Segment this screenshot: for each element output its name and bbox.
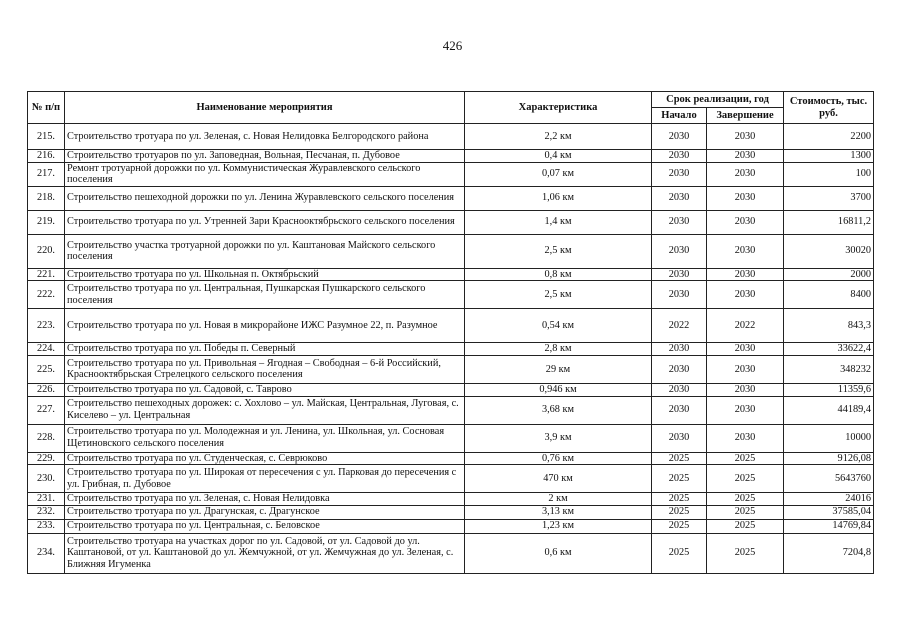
table-row	[28, 452, 874, 465]
row-end-year: 2025	[707, 505, 784, 519]
table-row	[28, 396, 874, 424]
row-end-year: 2022	[707, 309, 784, 343]
row-characteristic: 0,946 км	[465, 383, 652, 396]
row-characteristic: 470 км	[465, 465, 652, 493]
row-number: 226.	[28, 383, 65, 396]
row-end-year: 2030	[707, 424, 784, 452]
row-cost: 10000	[784, 424, 874, 452]
header-characteristic: Характеристика	[465, 92, 652, 124]
table-row	[28, 533, 874, 573]
row-start-year: 2030	[652, 124, 707, 150]
row-number: 223.	[28, 309, 65, 343]
row-end-year: 2030	[707, 281, 784, 309]
row-name: Строительство тротуара по ул. Студенческая, с. Севрюково	[65, 452, 465, 465]
row-name: Строительство тротуара по ул. Центральная, с. Беловское	[65, 519, 465, 533]
header-name: Наименование мероприятия	[65, 92, 465, 124]
row-end-year: 2030	[707, 268, 784, 281]
row-name: Ремонт тротуарной дорожки по ул. Коммунистическая Журавлевского сельского поселения	[65, 162, 465, 186]
row-characteristic: 0,4 км	[465, 150, 652, 163]
row-end-year: 2030	[707, 186, 784, 210]
header-end: Завершение	[707, 108, 784, 124]
table-row	[28, 424, 874, 452]
row-start-year: 2022	[652, 309, 707, 343]
row-end-year: 2030	[707, 150, 784, 163]
row-cost: 2000	[784, 268, 874, 281]
row-start-year: 2025	[652, 505, 707, 519]
row-end-year: 2030	[707, 343, 784, 356]
row-end-year: 2030	[707, 355, 784, 383]
row-characteristic: 2,5 км	[465, 234, 652, 268]
row-number: 219.	[28, 210, 65, 234]
row-characteristic: 0,8 км	[465, 268, 652, 281]
row-number: 221.	[28, 268, 65, 281]
header-num: № п/п	[28, 92, 65, 124]
row-end-year: 2030	[707, 124, 784, 150]
row-characteristic: 0,76 км	[465, 452, 652, 465]
row-start-year: 2025	[652, 533, 707, 573]
row-cost: 3700	[784, 186, 874, 210]
row-cost: 30020	[784, 234, 874, 268]
table-row	[28, 519, 874, 533]
table-row	[28, 234, 874, 268]
row-characteristic: 1,06 км	[465, 186, 652, 210]
row-characteristic: 0,6 км	[465, 533, 652, 573]
row-end-year: 2030	[707, 210, 784, 234]
row-cost: 843,3	[784, 309, 874, 343]
row-characteristic: 29 км	[465, 355, 652, 383]
row-characteristic: 1,23 км	[465, 519, 652, 533]
row-number: 230.	[28, 465, 65, 493]
row-cost: 24016	[784, 493, 874, 506]
row-start-year: 2030	[652, 186, 707, 210]
table-row	[28, 150, 874, 163]
row-start-year: 2030	[652, 355, 707, 383]
row-cost: 16811,2	[784, 210, 874, 234]
table-row	[28, 186, 874, 210]
row-characteristic: 3,68 км	[465, 396, 652, 424]
table-body	[28, 124, 874, 574]
row-cost: 11359,6	[784, 383, 874, 396]
row-cost: 9126,08	[784, 452, 874, 465]
row-end-year: 2025	[707, 519, 784, 533]
row-name: Строительство тротуара по ул. Зеленая, с. Новая Нелидовка	[65, 493, 465, 506]
row-number: 218.	[28, 186, 65, 210]
row-number: 228.	[28, 424, 65, 452]
table-row	[28, 343, 874, 356]
row-start-year: 2030	[652, 424, 707, 452]
row-start-year: 2030	[652, 281, 707, 309]
header-start: Начало	[652, 108, 707, 124]
row-start-year: 2030	[652, 210, 707, 234]
table-row	[28, 309, 874, 343]
row-end-year: 2025	[707, 452, 784, 465]
row-end-year: 2030	[707, 234, 784, 268]
page-number: 426	[442, 38, 463, 53]
row-end-year: 2030	[707, 396, 784, 424]
row-cost: 37585,04	[784, 505, 874, 519]
table-row	[28, 268, 874, 281]
row-cost: 14769,84	[784, 519, 874, 533]
row-cost: 44189,4	[784, 396, 874, 424]
table-row	[28, 281, 874, 309]
measures-table	[27, 91, 874, 574]
row-name: Строительство тротуара по ул. Победы п. Северный	[65, 343, 465, 356]
row-number: 229.	[28, 452, 65, 465]
row-number: 216.	[28, 150, 65, 163]
table-row	[28, 383, 874, 396]
table-row	[28, 124, 874, 150]
row-number: 232.	[28, 505, 65, 519]
row-name: Строительство тротуара по ул. Центральная, Пушкарская Пушкарского сельского поселения	[65, 281, 465, 309]
row-end-year: 2025	[707, 493, 784, 506]
row-number: 227.	[28, 396, 65, 424]
row-number: 225.	[28, 355, 65, 383]
row-name: Строительство участка тротуарной дорожки по ул. Каштановая Майского сельского поселения	[65, 234, 465, 268]
row-name: Строительство тротуара по ул. Школьная п. Октябрьский	[65, 268, 465, 281]
row-number: 222.	[28, 281, 65, 309]
row-cost: 8400	[784, 281, 874, 309]
row-start-year: 2030	[652, 396, 707, 424]
row-number: 215.	[28, 124, 65, 150]
row-start-year: 2030	[652, 150, 707, 163]
row-start-year: 2030	[652, 268, 707, 281]
row-end-year: 2030	[707, 162, 784, 186]
row-cost: 2200	[784, 124, 874, 150]
row-start-year: 2030	[652, 383, 707, 396]
table-row	[28, 162, 874, 186]
row-name: Строительство пешеходной дорожки по ул. Ленина Журавлевского сельского поселения	[65, 186, 465, 210]
row-cost: 33622,4	[784, 343, 874, 356]
row-cost: 1300	[784, 150, 874, 163]
table-row	[28, 465, 874, 493]
row-cost: 5643760	[784, 465, 874, 493]
row-start-year: 2025	[652, 493, 707, 506]
row-name: Строительство тротуара по ул. Привольная – Ягодная – Свободная – 6-й Российский, Краснооктябрьская Стрелецкого сельского поселения	[65, 355, 465, 383]
row-name: Строительство тротуара по ул. Молодежная и ул. Ленина, ул. Школьная, ул. Сосновая Щетиновского сельского поселения	[65, 424, 465, 452]
row-characteristic: 2,2 км	[465, 124, 652, 150]
row-number: 234.	[28, 533, 65, 573]
row-characteristic: 2,5 км	[465, 281, 652, 309]
table-row	[28, 493, 874, 506]
row-characteristic: 2 км	[465, 493, 652, 506]
row-start-year: 2025	[652, 519, 707, 533]
row-name: Строительство тротуара по ул. Утренней Зари Краснооктябрьского сельского поселения	[65, 210, 465, 234]
row-name: Строительство тротуара по ул. Широкая от пересечения с ул. Парковая до пересечения с ул. Грибная, п. Дубовое	[65, 465, 465, 493]
row-name: Строительство тротуара на участках дорог по ул. Садовой, от ул. Садовой до ул. Каштановой, от ул. Каштановой до ул. Жемчужной, от ул. Жемчужная до ул. Зеленая, с. Ближняя Игуменка	[65, 533, 465, 573]
row-characteristic: 3,9 км	[465, 424, 652, 452]
row-name: Строительство тротуаров по ул. Заповедная, Вольная, Песчаная, п. Дубовое	[65, 150, 465, 163]
row-name: Строительство тротуара по ул. Драгунская, с. Драгунское	[65, 505, 465, 519]
table-row	[28, 210, 874, 234]
row-start-year: 2030	[652, 234, 707, 268]
row-number: 220.	[28, 234, 65, 268]
row-name: Строительство тротуара по ул. Зеленая, с. Новая Нелидовка Белгородского района	[65, 124, 465, 150]
row-name: Строительство тротуара по ул. Садовой, с. Таврово	[65, 383, 465, 396]
row-start-year: 2025	[652, 452, 707, 465]
row-end-year: 2030	[707, 383, 784, 396]
row-cost: 348232	[784, 355, 874, 383]
row-name: Строительство тротуара по ул. Новая в микрорайоне ИЖС Разумное 22, п. Разумное	[65, 309, 465, 343]
row-cost: 100	[784, 162, 874, 186]
row-start-year: 2025	[652, 465, 707, 493]
row-end-year: 2025	[707, 465, 784, 493]
row-number: 231.	[28, 493, 65, 506]
row-characteristic: 0,54 км	[465, 309, 652, 343]
table-row	[28, 505, 874, 519]
header-cost: Стоимость, тыс. руб.	[784, 92, 874, 124]
row-cost: 7204,8	[784, 533, 874, 573]
row-characteristic: 3,13 км	[465, 505, 652, 519]
row-number: 217.	[28, 162, 65, 186]
row-name: Строительство пешеходных дорожек: с. Хохлово – ул. Майская, Центральная, Луговая, с. Киселево – ул. Центральная	[65, 396, 465, 424]
row-characteristic: 2,8 км	[465, 343, 652, 356]
row-number: 233.	[28, 519, 65, 533]
table-row	[28, 355, 874, 383]
row-start-year: 2030	[652, 343, 707, 356]
row-characteristic: 1,4 км	[465, 210, 652, 234]
row-start-year: 2030	[652, 162, 707, 186]
row-characteristic: 0,07 км	[465, 162, 652, 186]
row-end-year: 2025	[707, 533, 784, 573]
row-number: 224.	[28, 343, 65, 356]
header-period: Срок реализации, год	[652, 92, 784, 108]
